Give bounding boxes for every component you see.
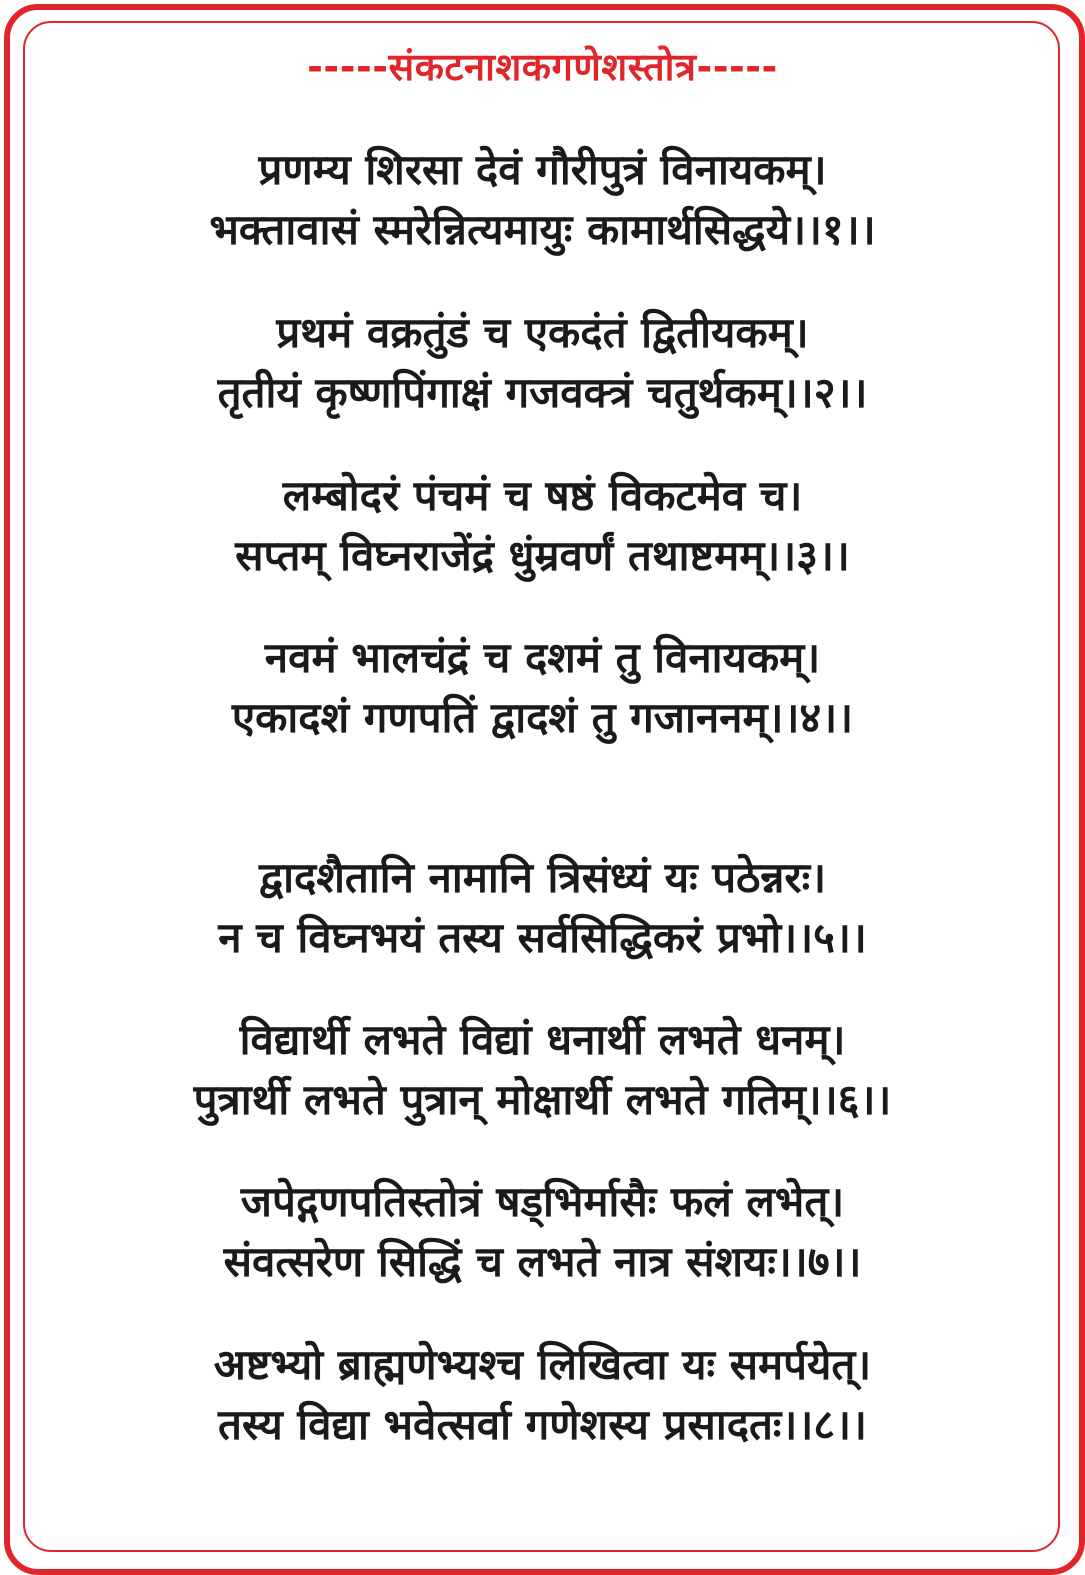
verse-2-line-2: तृतीयं कृष्णपिंगाक्षं गजवक्त्रं चतुर्थकम्।।२।। bbox=[217, 368, 868, 417]
verse-8-line-1: अष्टभ्यो ब्राह्मणेभ्यश्च लिखित्वा यः समर्पयेत्। bbox=[213, 1340, 872, 1389]
verse-6 bbox=[40, 1010, 1045, 1130]
verse-3 bbox=[40, 466, 1045, 586]
verse-4 bbox=[40, 628, 1045, 748]
verse-2 bbox=[40, 303, 1045, 423]
verse-7 bbox=[40, 1172, 1045, 1292]
verse-6-line-1: विद्यार्थी लभते विद्यां धनार्थी लभते धनम्। bbox=[239, 1015, 846, 1064]
verse-3-line-1: लम्बोदरं पंचमं च षष्ठं विकटमेव च। bbox=[282, 471, 803, 520]
verse-6-line-2: पुत्रार्थी लभते पुत्रान् मोक्षार्थी लभते गतिम्।।६।। bbox=[193, 1075, 892, 1124]
verse-1-line-2: भक्तावासं स्मरेन्नित्यमायुः कामार्थसिद्धये।।१।। bbox=[209, 205, 876, 254]
verse-1-line-1: प्रणम्य शिरसा देवं गौरीपुत्रं विनायकम्। bbox=[258, 145, 827, 194]
page-title: -----संकटनाशकगणेशस्तोत्र----- bbox=[307, 45, 778, 89]
verse-5-line-2: न च विघ्नभयं तस्य सर्वसिद्धिकरं प्रभो।।५।। bbox=[218, 913, 867, 962]
verse-8-line-2: तस्य विद्या भवेत्सर्वा गणेशस्य प्रसादतः।।८।। bbox=[218, 1400, 867, 1449]
verse-7-line-2: संवत्सरेण सिद्धिं च लभते नात्र संशयः।।७।। bbox=[223, 1237, 862, 1286]
verse-8 bbox=[40, 1335, 1045, 1455]
verse-4-line-2: एकादशं गणपतिं द्वादशं तु गजाननम्।।४।। bbox=[231, 693, 854, 742]
verse-3-line-2: सप्तम् विघ्नराजेंद्रं धुंम्रवर्णं तथाष्टमम्।।३।। bbox=[235, 531, 850, 580]
verse-2-line-1: प्रथमं वक्रतुंडं च एकदंतं द्वितीयकम्। bbox=[276, 308, 809, 357]
verse-5-line-1: द्वादशैतानि नामानि त्रिसंध्यं यः पठेन्नरः। bbox=[259, 853, 826, 902]
verse-5 bbox=[40, 848, 1045, 968]
verse-4-line-1: नवमं भालचंद्रं च दशमं तु विनायकम्। bbox=[264, 633, 821, 682]
verse-7-line-1: जपेद्गणपतिस्तोत्रं षड्भिर्मासैः फलं लभेत्। bbox=[240, 1177, 845, 1226]
verse-1 bbox=[40, 140, 1045, 260]
